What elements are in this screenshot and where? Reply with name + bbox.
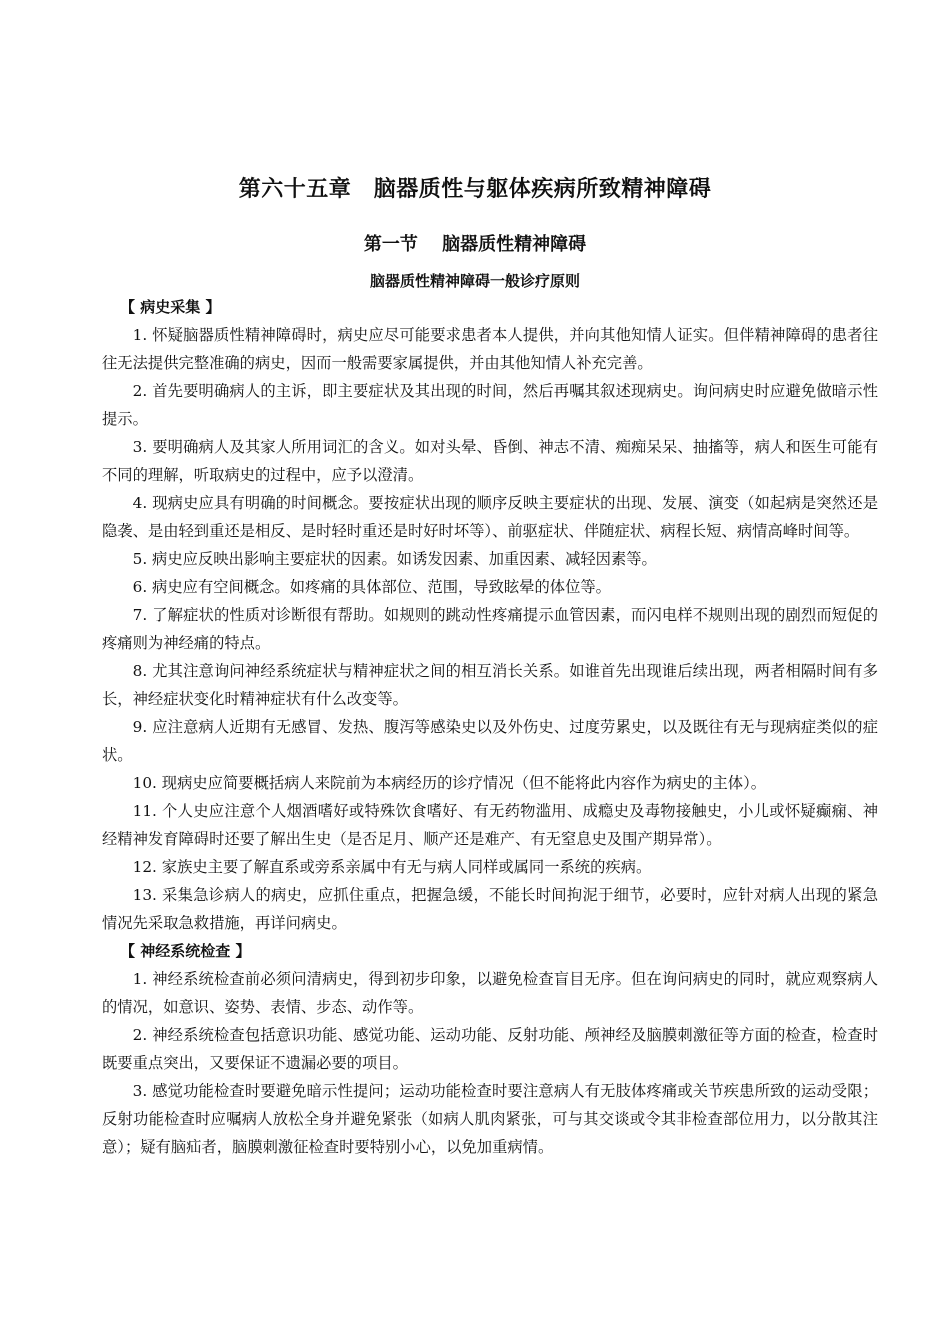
history-paragraph: 6. 病史应有空间概念。如疼痛的具体部位、范围，导致眩晕的体位等。 xyxy=(132,578,611,596)
neuro-paragraph: 2. 神经系统检查包括意识功能、感觉功能、运动功能、反射功能、颅神经及脑膜刺激征等方面的检查，检查时既要重点突出，又要保证不遗漏必要的项目。 xyxy=(102,1026,878,1072)
history-paragraph: 10. 现病史应简要概括病人来院前为本病经历的诊疗情况（但不能将此内容作为病史的主体）。 xyxy=(132,774,767,792)
history-paragraph: 13. 采集急诊病人的病史，应抓住重点，把握急缓，不能长时间拘泥于细节，必要时，应针对病人出现的紧急情况先采取急救措施，再详问病史。 xyxy=(102,886,878,932)
neuro-paragraph: 3. 感觉功能检查时要避免暗示性提问；运动功能检查时要注意病人有无肢体疼痛或关节疾患所致的运动受限；反射功能检查时应嘱病人放松全身并避免紧张（如病人肌肉紧张，可与其交谈或令其非检查部位用力，以分散其注意）；疑有脑疝者，脑膜刺激征检查时要特别小心，以免加重病情。 xyxy=(102,1082,878,1156)
history-paragraph: 3. 要明确病人及其家人所用词汇的含义。如对头晕、昏倒、神志不清、痴痴呆呆、抽搐等，病人和医生可能有不同的理解，听取病史的过程中，应予以澄清。 xyxy=(102,438,878,484)
history-paragraph: 4. 现病史应具有明确的时间概念。要按症状出现的顺序反映主要症状的出现、发展、演变（如起病是突然还是隐袭、是由轻到重还是相反、是时轻时重还是时好时坏等）、前驱症状、伴随症状、病程长短、病情高峰时间等。 xyxy=(102,494,878,540)
section-title: 第一节 脑器质性精神障碍 xyxy=(363,234,587,255)
neuro-section-heading: 【 神经系统检查 】 xyxy=(120,942,251,960)
history-paragraph: 2. 首先要明确病人的主诉，即主要症状及其出现的时间，然后再嘱其叙述现病史。询问病史时应避免做暗示性提示。 xyxy=(102,382,878,428)
history-paragraph: 5. 病史应反映出影响主要症状的因素。如诱发因素、加重因素、减轻因素等。 xyxy=(132,550,657,568)
history-paragraph: 12. 家族史主要了解直系或旁系亲属中有无与病人同样或属同一系统的疾病。 xyxy=(132,858,652,876)
history-paragraph: 1. 怀疑脑器质性精神障碍时，病史应尽可能要求患者本人提供，并向其他知情人证实。但伴精神障碍的患者往往无法提供完整准确的病史，因而一般需要家属提供，并由其他知情人补充完善。 xyxy=(102,326,878,372)
neuro-paragraph: 1. 神经系统检查前必须问清病史，得到初步印象，以避免检查盲目无序。但在询问病史的同时，就应观察病人的情况，如意识、姿势、表情、步态、动作等。 xyxy=(102,970,878,1016)
history-section-heading: 【 病史采集 】 xyxy=(120,298,221,316)
sub-title: 脑器质性精神障碍一般诊疗原则 xyxy=(369,272,580,290)
history-paragraph: 9. 应注意病人近期有无感冒、发热、腹泻等感染史以及外伤史、过度劳累史，以及既往有无与现病症类似的症状。 xyxy=(102,718,878,764)
history-paragraph: 8. 尤其注意询问神经系统症状与精神症状之间的相互消长关系。如谁首先出现谁后续出现，两者相隔时间有多长，神经症状变化时精神症状有什么改变等。 xyxy=(102,662,878,708)
history-paragraph: 11. 个人史应注意个人烟酒嗜好或特殊饮食嗜好、有无药物滥用、成瘾史及毒物接触史，小儿或怀疑癫痫、神经精神发育障碍时还要了解出生史（是否足月、顺产还是难产、有无窒息史及围产期异常）。 xyxy=(102,802,878,848)
history-paragraph: 7. 了解症状的性质对诊断很有帮助。如规则的跳动性疼痛提示血管因素，而闪电样不规则出现的剧烈而短促的疼痛则为神经痛的特点。 xyxy=(102,606,878,652)
chapter-title: 第六十五章 脑器质性与躯体疾病所致精神障碍 xyxy=(238,177,712,202)
document-body xyxy=(102,293,878,1161)
